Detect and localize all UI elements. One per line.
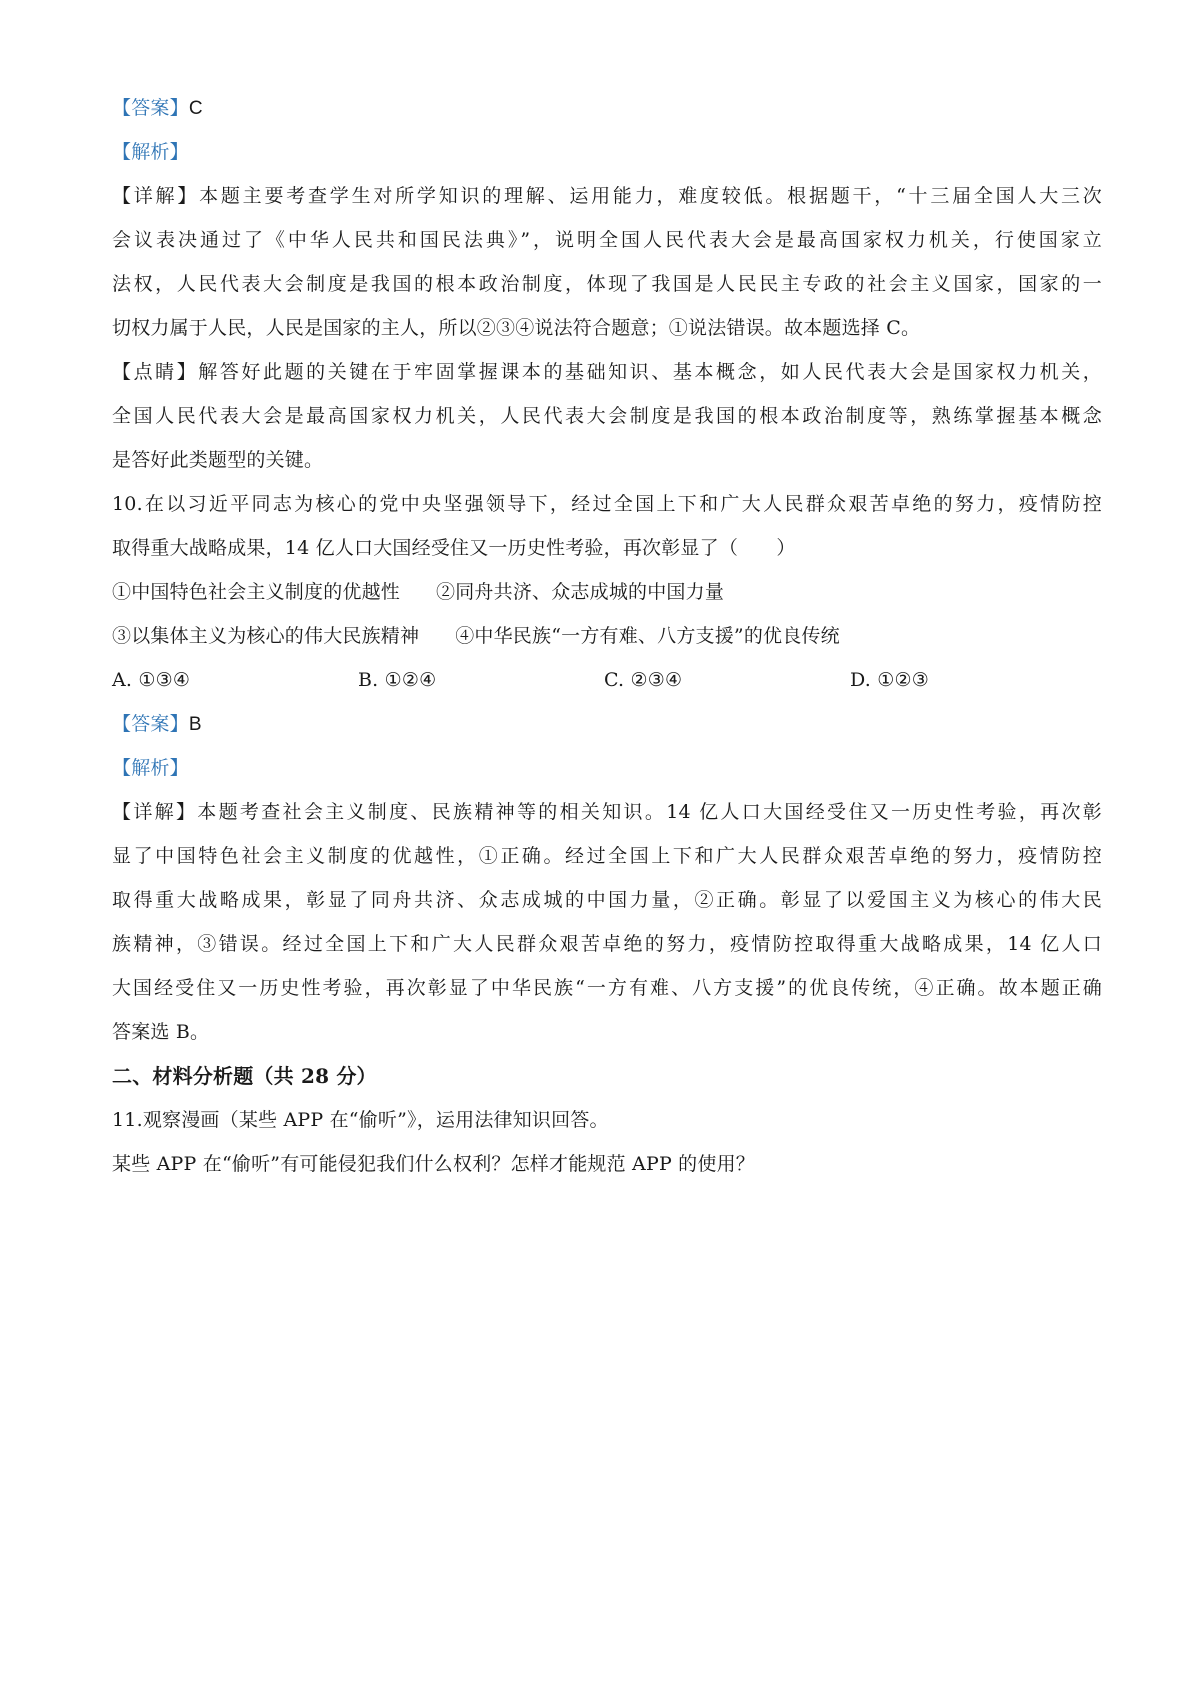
q10-options <box>112 667 1102 693</box>
q9-detail-line: 【详解】本题主要考查学生对所学知识的理解、运用能力，难度较低。根据题干，“十三届全国人大三次 <box>112 185 1102 207</box>
q10-stem-line: 10.在以习近平同志为核心的党中央坚强领导下，经过全国上下和广大人民群众艰苦卓绝的努力，疫情防控 <box>112 493 1102 515</box>
q10-statement-row <box>112 579 1102 605</box>
q11-stem: 11.观察漫画（某些 APP 在“偷听”》，运用法律知识回答。 <box>112 1109 609 1131</box>
statement-1: ①中国特色社会主义制度的优越性 <box>112 581 401 603</box>
answer-label: 【答案】 <box>112 713 189 735</box>
q10-statement-row <box>112 623 1102 649</box>
q9-tip-line: 全国人民代表大会是最高国家权力机关，人民代表大会制度是我国的根本政治制度等，熟练掌握基本概念 <box>112 405 1102 427</box>
q9-tip-line: 是答好此类题型的关键。 <box>112 449 324 471</box>
q10-analysis-label: 【解析】 <box>112 757 189 779</box>
statement-3: ③以集体主义为核心的伟大民族精神 <box>112 625 420 647</box>
answer-value: B <box>188 714 202 735</box>
section-heading: 二、材料分析题（共 28 分） <box>112 1064 377 1088</box>
q10-detail-line: 【详解】本题考查社会主义制度、民族精神等的相关知识。14 亿人口大国经受住又一历史性考验，再次彰 <box>112 801 1102 823</box>
option-d: D. ①②③ <box>850 669 929 691</box>
q9-tip-line: 【点睛】解答好此题的关键在于牢固掌握课本的基础知识、基本概念，如人民代表大会是国家权力机关， <box>112 361 1102 383</box>
q9-detail-line: 法权，人民代表大会制度是我国的根本政治制度，体现了我国是人民民主专政的社会主义国家，国家的一 <box>112 273 1102 295</box>
option-c: C. ②③④ <box>604 669 683 691</box>
option-a: A. ①③④ <box>112 669 191 691</box>
statement-4: ④中华民族“一方有难、八方支援”的优良传统 <box>455 625 840 647</box>
q10-detail-line: 答案选 B。 <box>112 1021 210 1043</box>
q9-detail-line: 切权力属于人民，人民是国家的主人，所以②③④说法符合题意；①说法错误。故本题选择 C。 <box>112 317 921 339</box>
q10-detail-line: 大国经受住又一历史性考验，再次彰显了中华民族“一方有难、八方支援”的优良传统，④正确。故本题正确 <box>112 977 1102 999</box>
q9-analysis-label: 【解析】 <box>112 141 189 163</box>
q10-detail-line: 族精神，③错误。经过全国上下和广大人民群众艰苦卓绝的努力，疫情防控取得重大战略成果，14 亿人口 <box>112 933 1102 955</box>
answer-label: 【答案】 <box>112 97 189 119</box>
answer-value: C <box>188 98 203 119</box>
q10-detail-line: 取得重大战略成果，彰显了同舟共济、众志成城的中国力量，②正确。彰显了以爱国主义为核心的伟大民 <box>112 889 1102 911</box>
statement-2: ②同舟共济、众志成城的中国力量 <box>436 581 725 603</box>
q9-detail-line: 会议表决通过了《中华人民共和国民法典》”，说明全国人民代表大会是最高国家权力机关，行使国家立 <box>112 229 1102 251</box>
q10-stem-line: 取得重大战略成果，14 亿人口大国经受住又一历史性考验，再次彰显了（ ） <box>112 537 796 559</box>
q9-answer <box>112 95 1102 122</box>
q11-question: 某些 APP 在“偷听”有可能侵犯我们什么权利？怎样才能规范 APP 的使用？ <box>112 1153 755 1175</box>
option-b: B. ①②④ <box>358 669 437 691</box>
q10-answer <box>112 711 1102 738</box>
q10-detail-line: 显了中国特色社会主义制度的优越性，①正确。经过全国上下和广大人民群众艰苦卓绝的努力，疫情防控 <box>112 845 1102 867</box>
